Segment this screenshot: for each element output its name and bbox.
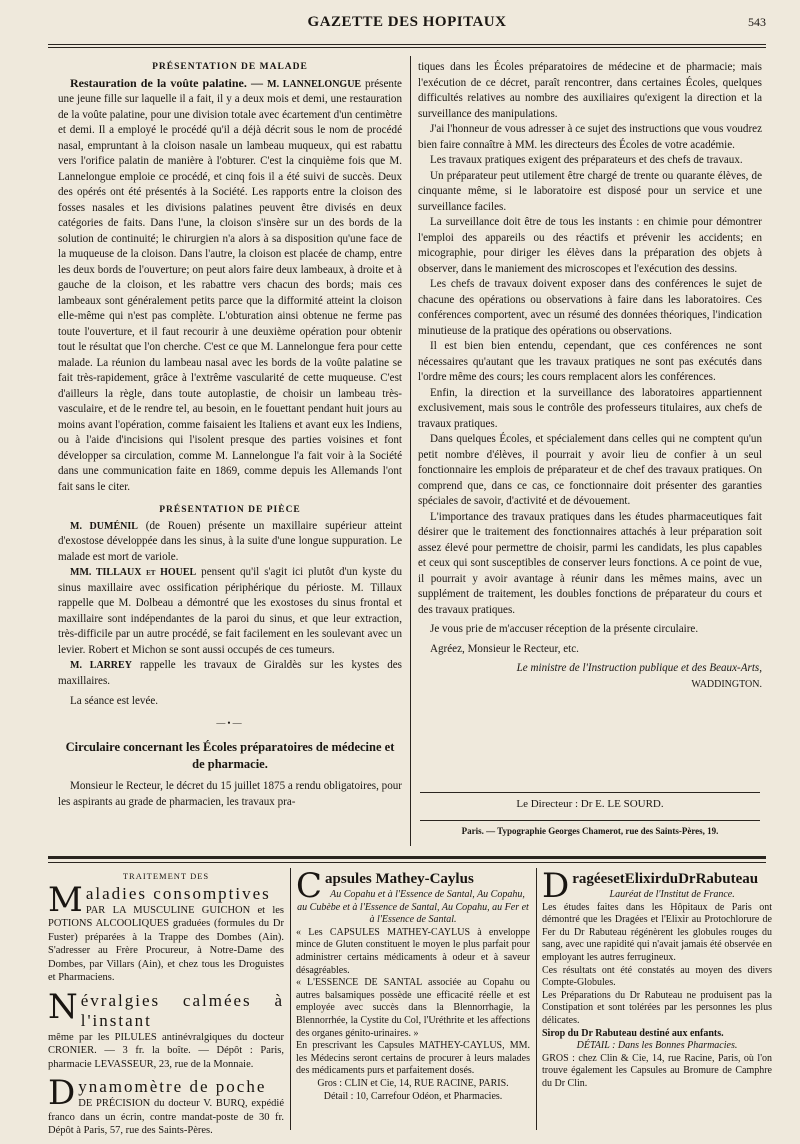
drop-cap: M <box>48 879 83 920</box>
signature-title: Le ministre de l'Instruction publique et des Beaux-Arts, <box>516 662 762 674</box>
paragraph: L'importance des travaux pratiques dans les études pharmaceutiques fait désirer que le traitement des fonctionnaires attachés à leur préparation soit assez élevé pour permettre de choisir, parmi les candidats, les plus capables et ceux qui sont susceptibles de conserver leurs fonctions. A ce point de vue, il pourrait y avoir avantage à réunir dans les mêmes mains, avec un supplément de traitement, les doubles fonctions de préparateur du cours et des travaux pratiques. <box>418 510 762 616</box>
paragraph: Les chefs de travaux doivent exposer dans des conférences le sujet de chacune des opérations ou observations à faire dans les laboratoires. Ces conférences comportent, avec un résumé des données théoriques, l'indication minutieuse de la pratique des opérations ou observations. <box>418 278 762 337</box>
drop-cap: D <box>48 1073 76 1113</box>
drop-cap: D <box>542 866 570 906</box>
seance-levee: La séance est levée. <box>70 695 159 707</box>
left-column <box>58 60 402 810</box>
author-name: MM. TILLAUX et HOUEL <box>70 567 197 578</box>
top-rule-2 <box>48 47 766 48</box>
paragraph: Agréez, Monsieur le Recteur, etc. <box>430 642 579 655</box>
circulaire-title: Circulaire concernant les Écoles préparatoires de médecine et de pharmacie. <box>65 740 395 771</box>
top-rule <box>48 44 766 45</box>
ad-heading: évralgies calmées à l'instant <box>80 990 284 1030</box>
ad-text: Sirop du Dr Rabuteau destiné aux enfants. <box>542 1027 724 1039</box>
paragraph: La surveillance doit être de tous les instants : en chimie pour démontrer l'emploi des appareils ou des réactifs et prévenir les accidents; en micographie, pour diriger les élèves dans la préparation des objets à observer, dans le maniement des microscopes et l'exécution des dessins. <box>418 216 762 275</box>
masthead-title: GAZETTE DES HOPITAUX <box>307 14 507 30</box>
section-title-piece: PRÉSENTATION DE PIÈCE <box>159 505 301 515</box>
ad-subheading: Lauréat de l'Institut de France. <box>609 889 735 900</box>
ad-text: GROS : chez Clin & Cie, 14, rue Racine, Paris, où l'on trouve également les Capsules au Bromure de Camphre du Dr Clin. <box>542 1052 772 1089</box>
ad-text: « Les CAPSULES MATHEY-CAYLUS à enveloppe mince de Gluten constituent le moyen le plus parfait pour administrer certains médicaments à odeur et à saveur désagréables. <box>296 926 530 976</box>
ads-top-rule-2 <box>48 862 766 863</box>
author-name: M. LARREY <box>70 660 132 671</box>
paragraph: Dans quelques Écoles, et spécialement dans celles qui ne comptent qu'un petit nombre d'élèves, il pourrait y avoir lieu de confier à un seul fonctionnaire les emplois de préparateur et de chef des travaux pratiques. On comprend que, dans ce cas, ce fonctionnaire doit présenter des garanties spéciales de savoir, d'activité et de dévouement. <box>418 433 762 507</box>
column-divider <box>410 56 411 846</box>
paragraph: Enfin, la direction et la surveillance des laboratoires appartiennent exclusivement, mais sous le contrôle des professeurs titulaires, aux chefs de travaux pratiques. <box>418 386 762 430</box>
ad-heading: ragéesetElixirduDrRabuteau <box>572 871 759 887</box>
masthead <box>48 14 766 36</box>
paragraph-text: (de Rouen) présente un maxillaire supérieur atteint d'exostose développée dans les sinus, à la suite d'une longue suppuration. Le malade est mort de variole. <box>58 519 403 563</box>
ads-divider-2 <box>536 868 537 1130</box>
ad-text: Gros : CLIN et Cie, 14, RUE RACINE, PARIS. <box>317 1077 509 1089</box>
signature-name: WADDINGTON. <box>691 678 762 690</box>
author-name: M. DUMÉNIL <box>70 520 138 532</box>
paragraph: Je vous prie de m'accuser réception de la présente circulaire. <box>430 623 699 635</box>
ads-divider-1 <box>290 868 291 1130</box>
printer-rule <box>420 820 760 821</box>
ad-text: Détail : 10, Carrefour Odéon, et Pharmacies. <box>323 1090 503 1102</box>
ad-dynamometre <box>48 1073 284 1138</box>
paragraph-text: présente une jeune fille sur laquelle il a fait, il y a deux mois et demi, une restauration de la voûte palatine, pour une division totale avec écartement d'un centimètre et demi. Il a employé le procédé qu'il a déjà décrit sous le nom de procédé nasal, empruntant à la cloison nasale un lambeau muqueux, qui est rabattu vers l'orifice palatin de manière à l'obturer. C'est la cinquième fois que M. Lannelongue emploie ce procédé, et cinq fois il a été suivi de succès. Deux des opérés ont été présentés à la Société. Les rapports entre la cloison des fosses nasales et les divisions palatines peuvent être divisés en deux catégories de faits. Dans l'une, la cloison s'insère sur un des bords de la solution de continuité; le chirurgien n'a alors à sa disposition qu'une face de la muqueuse de la cloison. Dans l'autre, la cloison est placée de champ, entre les deux bords de l'ouverture; on peut alors faire deux lambeaux, à droite et à gauche de la cloison, et les rabattre vers chacun des bords; mais ces lambeaux sont généralement petits parce que la difformité atteint la cloison elle-même qui n'est pas complète. L'obturation ainsi obtenue ne ferme pas toute l'ouverture, et il faut recourir à une deuxième opération pour obtenir tout le résultat que l'on cherche. C'est ce que M. Lannelongue fera pour cette malade. La réunion du lambeau nasal avec les bords de la voûte palatine se fait très-rapidement, grâce à l'extrême vascularité de cette muqueuse. C'est d'ailleurs la règle, dans toute autoplastie, de choisir un lambeau très-vasculaire, et de le rendre tel, au besoin, en le fouettant pendant huit jours au moins avant l'opération, comme faisaient les Italiens et avant eux les Indiens, ou à l'aide d'incisions qui l'isolent presque des parties voisines et font développer sa circulation, comme M. Lannelongue l'a fait voir à la Société dans une communication faite en 1869, comme depuis les Allemands l'ont fait sans le citer. <box>58 77 402 493</box>
ad-maladies <box>48 870 284 985</box>
directeur-rule <box>420 792 760 793</box>
item-heading: Restauration de la voûte palatine. — <box>70 75 268 90</box>
ad-heading: apsules Mathey-Caylus <box>325 871 474 887</box>
printer-line: Paris. — Typographie Georges Chamerot, rue des Saints-Pères, 19. <box>461 826 719 836</box>
drop-cap: N <box>48 986 78 1027</box>
paragraph: Les travaux pratiques exigent des préparateurs et des chefs de travaux. <box>430 154 743 166</box>
ad-text: même par les PILULES antinévralgiques du docteur CRONIER. — 3 fr. la boîte. — Dépôt : Paris, pharmacie LEVASSEUR, 23, rue de la Monnaie. <box>48 1031 284 1070</box>
paragraph: Il est bien bien entendu, cependant, que ces conférences ne sont nécessaires qu'autant que les travaux pratiques ne sont pas exécutés dans l'ordre même des cours; les cours remplacent alors les conférences. <box>418 340 762 383</box>
ad-text: En prescrivant les Capsules MATHEY-CAYLUS, MM. les Médecins seront certains de procurer à leurs malades des médicaments purs et parfaitement dosés. <box>296 1040 530 1077</box>
ad-subheading: Au Copahu et à l'Essence de Santal, Au Copahu, au Cubèbe et à l'Essence de Santal, Au Copahu, au Fer et à l'Essence de Santal. <box>297 889 529 926</box>
paragraph: J'ai l'honneur de vous adresser à ce sujet des instructions que vous voudrez bien faire connaître à MM. les directeurs des Écoles de votre académie. <box>418 123 762 151</box>
paragraph-text: rappelle les travaux de Giraldès sur les kystes des maxillaires. <box>58 659 403 687</box>
section-title-malade: PRÉSENTATION DE MALADE <box>152 62 308 72</box>
right-column <box>418 60 762 692</box>
ad-text: DÉTAIL : Dans les Bonnes Pharmacies. <box>576 1040 738 1052</box>
separator-ornament: —•— <box>216 717 244 728</box>
ad-capsules-mathey-caylus <box>296 866 530 1103</box>
ad-text: DE PRÉCISION du docteur V. BURQ, expédié franco dans un écrin, contre mandat-poste de 30 fr. Dépôt à Paris, 57, rue des Saints-Pères. <box>48 1098 284 1136</box>
drop-cap: C <box>296 866 323 906</box>
dumenil-paragraph <box>58 519 402 566</box>
paragraph-text: pensent qu'il s'agit ici plutôt d'un kyste du sinus maxillaire avec ossification périphérique du périoste. M. Tillaux rappelle que M. Dolbeau a démontré que les exostoses du sinus frontal et maxillaire sont indépendantes de la paroi du sinus, et que leur extraction, très-difficile par un autre procédé, se fait facilement en les soulevant avec un levier. Robert et Michon se sont aussi occupés de ces tumeurs. <box>58 566 402 656</box>
paragraph: Un préparateur peut utilement être chargé de trente ou quarante élèves, de cinquante même, si le laboratoire est disposé pour un service et une surveillance faciles. <box>418 169 762 213</box>
lannelongue-paragraph <box>58 76 402 496</box>
ads-column-left <box>48 870 284 1144</box>
ad-text: « L'ESSENCE DE SANTAL associée au Copahu ou autres balsamiques possède une efficacité réelle et est employée avec succès dans la Blennorrhagie, la Blennorrhée, la Cystite du Col, l'Uréthrite et les affections des organes génito-urinaires. » <box>296 977 530 1039</box>
ads-top-rule <box>48 856 766 859</box>
paragraph: tiques dans les Écoles préparatoires de médecine et de pharmacie; mais l'exécution de ce décret, paraît rencontrer, dans certaines Écoles, quelques difficultés relatives au nombre des auxiliaires qu'exigent la direction et la surveillance des manipulations. <box>418 61 762 120</box>
ad-text: Les études faites dans les Hôpitaux de Paris ont démontré que les Dragées et l'Elixir au Protochlorure de Fer du Dr Rabuteau régénèrent les globules rouges du sang, avec une rapidité qui n'avait jamais été observée en employant les autres ferrugineux. <box>542 901 772 963</box>
circulaire-start: Monsieur le Recteur, le décret du 15 juillet 1875 a rendu obligatoires, pour les aspirants au grade de pharmacien, les travaux pra- <box>58 780 402 808</box>
ad-nevralgies <box>48 986 284 1072</box>
larrey-paragraph <box>58 658 402 689</box>
ad-small-heading: TRAITEMENT DES <box>122 871 210 881</box>
ad-heading: aladies consomptives <box>85 883 271 903</box>
tillaux-paragraph <box>58 565 402 658</box>
page-number: 543 <box>748 15 766 29</box>
directeur-line: Le Directeur : Dr E. LE SOURD. <box>516 798 664 810</box>
ad-dragees-rabuteau <box>542 866 772 1091</box>
author-name: M. LANNELONGUE <box>267 78 362 90</box>
ad-text: PAR LA MUSCULINE GUICHON et les POTIONS ALCOOLIQUES graduées (formules du Dr Fuster) préparées à la Trappe des Dombes (Ain). S'adresser au Frère Procureur, à Notre-Dame des Dombes, par Villars (Ain), et chez tous les Droguistes et Pharmaciens. <box>48 904 284 983</box>
ad-text: Les Préparations du Dr Rabuteau ne produisent pas la Constipation et sont tolérées par les personnes les plus délicates. <box>542 989 772 1026</box>
ad-heading: ynamomètre de poche <box>78 1077 267 1096</box>
ad-text: Ces résultats ont été constatés au moyen des divers Compte-Globules. <box>542 964 772 989</box>
